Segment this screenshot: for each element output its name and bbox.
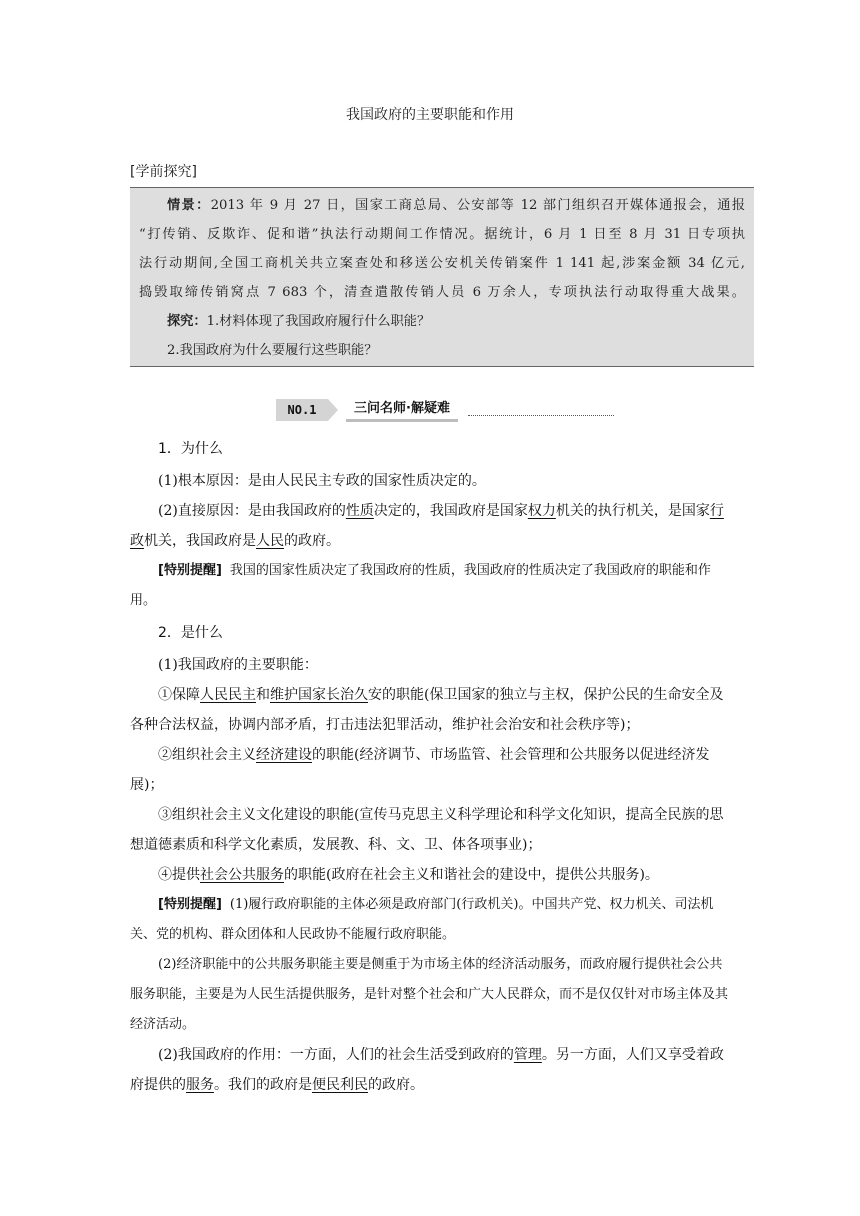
explore-label: 探究： bbox=[167, 314, 207, 329]
direct-cause: (2)直接原因：是由我国政府的性质决定的，我国政府是国家权力机关的执行机关，是国家行政机关，我国政府是人民的政府。 bbox=[130, 503, 724, 549]
scenario-line-3: 法行动期间,全国工商机关共立案查处和移送公安机关传销案件 1 141 起,涉案金额 34 亿元, bbox=[139, 256, 745, 271]
function-2: ②组织社会主义经济建设的职能(经济调节、市场监管、社会管理和公共服务以促进经济发展)； bbox=[130, 747, 710, 793]
scenario-label: 情景： bbox=[167, 198, 211, 213]
main-content bbox=[130, 432, 730, 1100]
government-role: (2)我国政府的作用：一方面，人们的社会生活受到政府的管理。另一方面，人们又享受着政府提供的服务。我们的政府是便民利民的政府。 bbox=[130, 1047, 724, 1093]
banner-heading: 三问名师·解疑难 bbox=[346, 399, 458, 422]
function-4: ④提供社会公共服务的职能(政府在社会主义和谐社会的建设中，提供公共服务)。 bbox=[158, 867, 659, 883]
scenario-line-1: 情景：2013 年 9 月 27 日，国家工商总局、公安部等 12 部门组织召开媒体通报会，通报 bbox=[167, 198, 746, 213]
banner-dotted-line bbox=[468, 415, 614, 416]
functions-heading: (1)我国政府的主要职能： bbox=[158, 657, 318, 673]
explore-line: 探究：1.材料体现了我国政府履行什么职能？ bbox=[167, 314, 431, 329]
scenario-line-2: “打传销、反欺诈、促和谐”执法行动期间工作情况。据统计，6 月 1 日至 8 月 31 日专项执 bbox=[139, 227, 745, 242]
special-note-2: [特别提醒] (1)履行政府职能的主体必须是政府部门(行政机关)。中国共产党、权力机关、司法机关、党的机构、群众团体和人民政协不能履行政府职能。 bbox=[130, 897, 714, 942]
function-1: ①保障人民民主和维护国家长治久安的职能(保卫国家的独立与主权，保护公民的生命安全及各种合法权益，协调内部矛盾，打击违法犯罪活动，维护社会治安和社会秩序等)； bbox=[130, 687, 724, 733]
special-note-2b: (2)经济职能中的公共服务职能主要是侧重于为市场主体的经济活动服务，而政府履行提供社会公共服务职能，主要是为人民生活提供服务，是针对整个社会和广大人民群众，而不是仅仅针对市场主体及其经济活动。 bbox=[130, 957, 729, 1032]
scenario-box bbox=[130, 187, 754, 367]
banner-arrow bbox=[328, 399, 338, 421]
root-cause: (1)根本原因：是由人民民主专政的国家性质决定的。 bbox=[158, 473, 486, 489]
function-3: ③组织社会主义文化建设的职能(宣传马克思主义科学理论和科学文化知识，提高全民族的思想道德素质和科学文化素质，发展教、科、文、卫、体各项事业)； bbox=[130, 807, 724, 853]
why-heading: 1．为什么 bbox=[158, 441, 223, 457]
page-title: 我国政府的主要职能和作用 bbox=[346, 107, 514, 123]
pre-study-label: [学前探究] bbox=[130, 164, 197, 180]
question-2: 2.我国政府为什么要履行这些职能？ bbox=[167, 343, 378, 358]
what-heading: 2．是什么 bbox=[158, 625, 223, 641]
special-note-1: [特别提醒] 我国的国家性质决定了我国政府的性质，我国政府的性质决定了我国政府的职能和作用。 bbox=[130, 563, 711, 608]
banner-number: NO.1 bbox=[276, 399, 328, 421]
section-banner bbox=[276, 399, 616, 425]
scenario-line-4: 捣毁取缔传销窝点 7 683 个，清查遣散传销人员 6 万余人，专项执法行动取得重大战果。 bbox=[139, 285, 745, 300]
